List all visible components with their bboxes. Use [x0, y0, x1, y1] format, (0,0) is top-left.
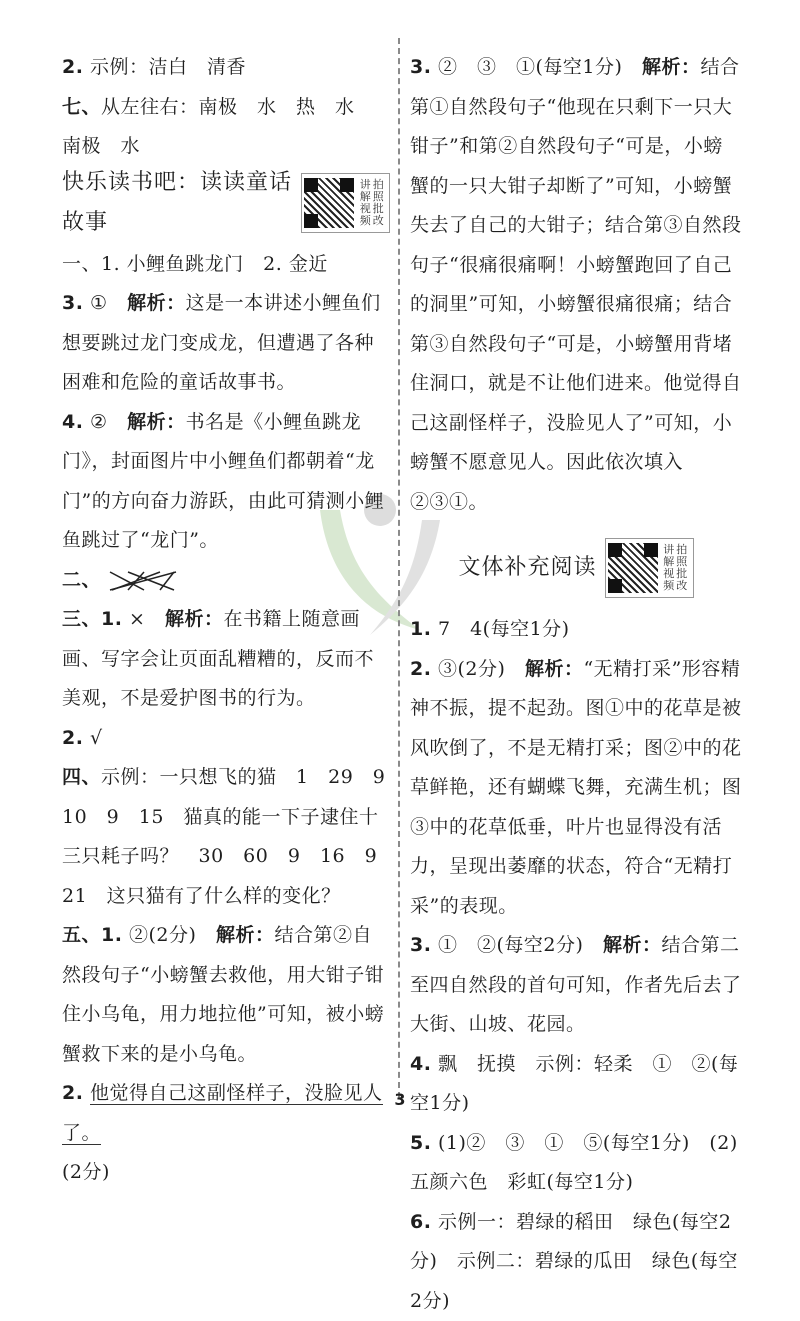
left-column	[62, 48, 390, 1193]
qr-code-icon[interactable]	[608, 543, 658, 593]
matching-lines-diagram	[108, 568, 178, 594]
qr-code-icon[interactable]	[304, 178, 354, 228]
answer-value: ×	[129, 608, 145, 630]
answer-text: 示例：一只想飞的猫 1 29 9 10 9 15 猫真的能一下子逮住十三只耗子吗？ 30 60 9 16 9 21 这只猫有了什么样的变化？	[62, 766, 405, 907]
section-title: 文体补充阅读	[458, 548, 596, 588]
underlined-sentence: 他觉得自己这副怪样子，没脸见人了。	[62, 1082, 383, 1145]
qr-code-box[interactable]	[605, 538, 694, 598]
analysis-text: 结合第二至四自然段的首句可知，作者先后去了大街、山坡、花园。	[410, 934, 742, 1035]
analysis-text: 结合第①自然段句子“他现在只剩下一只大钳子”和第②自然段句子“可是，小螃蟹的一只大钳子却断了”可知，小螃蟹失去了自己的大钳子；结合第③自然段句子“很痛很痛啊！小螃蟹跑回了自己的洞里”可知，小螃蟹很痛很痛；结合第③自然段句子“可是，小螃蟹用背堵住洞口，就是不让他们进来。他觉得自己这副怪样子，没脸见人了”可知，小螃蟹不愿意见人。因此依次填入②③①。	[410, 56, 742, 513]
answer-value: ②	[90, 411, 108, 433]
analysis-text: “无精打采”形容精神不振，提不起劲。图①中的花草是被风吹倒了，不是无精打采；图②中的花草鲜艳，还有蝴蝶飞舞，充满生机；图③中的花草低垂，叶片也显得没有活力，呈现出萎靡的状态，符合“无精打采”的表现。	[410, 658, 742, 917]
section-header-reading-club	[62, 171, 390, 235]
answer-value: ②(2分)	[129, 924, 196, 946]
answer-text: 飘 抚摸 示例：轻柔 ① ②(每空1分)	[410, 1053, 738, 1115]
section-header-supplementary	[410, 536, 742, 600]
analysis-tag: 解析：	[642, 56, 701, 78]
answer-line: 4. ② 解析：书名是《小鲤鱼跳龙门》，封面图片中小鲤鱼们都朝着“龙门”的方向奋力游跃，由此可猜测小鲤鱼跳过了“龙门”。	[62, 403, 390, 561]
answer-line: 5. (1)② ③ ① ⑤(每空1分) (2)五颜六色 彩虹(每空1分)	[410, 1124, 742, 1203]
answer-value: √	[90, 727, 103, 749]
analysis-tag: 解析：	[216, 924, 275, 946]
analysis-tag: 解析：	[127, 292, 186, 314]
analysis-text: 书名是《小鲤鱼跳龙门》，封面图片中小鲤鱼们都朝着“龙门”的方向奋力游跃，由此可猜测小鲤鱼跳过了“龙门”。	[62, 411, 384, 552]
answer-value: ② ③ ①(每空1分)	[438, 56, 622, 78]
answer-line: 五、1. ②(2分) 解析：结合第②自然段句子“小螃蟹去救他，用大钳子钳住小乌龟，用力地拉他”可知，被小螃蟹救下来的是小乌龟。	[62, 916, 390, 1074]
answer-text: 示例一：碧绿的稻田 绿色(每空2分) 示例二：碧绿的瓜田 绿色(每空2分)	[410, 1211, 738, 1312]
answer-line: 6. 示例一：碧绿的稻田 绿色(每空2分) 示例二：碧绿的瓜田 绿色(每空2分)	[410, 1203, 742, 1321]
analysis-tag: 解析：	[165, 608, 224, 630]
answer-value: ③(2分)	[438, 658, 505, 680]
section-title: 快乐读书吧：读读童话故事	[62, 163, 293, 242]
answer-line	[62, 245, 390, 285]
answer-value: ①	[90, 292, 108, 314]
answer-line	[62, 48, 390, 88]
answer-line: 3. ① ②(每空2分) 解析：结合第二至四自然段的首句可知，作者先后去了大街、山坡、花园。	[410, 926, 742, 1045]
analysis-text: 结合第②自然段句子“小螃蟹去救他，用大钳子钳住小乌龟，用力地拉他”可知，被小螃蟹救下来的是小乌龟。	[62, 924, 384, 1065]
answer-line: 四、示例：一只想飞的猫 1 29 9 10 9 15 猫真的能一下子逮住十三只耗子吗？ 30 60 9 16 9 21 这只猫有了什么样的变化？	[62, 758, 390, 916]
analysis-text: 在书籍上随意画画、写字会让页面乱糟糟的，反而不美观，不是爱护图书的行为。	[62, 608, 374, 709]
page-number: 3	[0, 1090, 800, 1109]
analysis-text: 这是一本讲述小鲤鱼们想要跳过龙门变成龙，但遭遇了各种困难和危险的童话故事书。	[62, 292, 381, 393]
answer-text: (1)② ③ ① ⑤(每空1分) (2)五颜六色 彩虹(每空1分)	[410, 1132, 738, 1194]
qr-label: 讲 拍 解 照 视 批 频 改	[357, 179, 387, 227]
answer-line: 二、	[62, 561, 390, 601]
right-column	[410, 48, 742, 1321]
score-note: (2分)	[62, 1161, 110, 1183]
answer-line: 三、1. × 解析：在书籍上随意画画、写字会让页面乱糟糟的，反而不美观，不是爱护图书的行为。	[62, 600, 390, 719]
answer-line: 2. √	[62, 719, 390, 759]
answer-line: 2. 他觉得自己这副怪样子，没脸见人了。 (2分)	[62, 1074, 390, 1193]
answer-text: 一、1. 小鲤鱼跳龙门 2. 金近	[62, 253, 328, 275]
answer-text: 7 4(每空1分)	[438, 618, 570, 640]
answer-line: 3. ① 解析：这是一本讲述小鲤鱼们想要跳过龙门变成龙，但遭遇了各种困难和危险的童话故事书。	[62, 284, 390, 403]
answer-text: 示例：洁白 清香	[90, 56, 246, 78]
answer-line: 4. 飘 抚摸 示例：轻柔 ① ②(每空1分)	[410, 1045, 742, 1124]
qr-label: 讲 拍 解 照 视 批 频 改	[661, 544, 691, 592]
analysis-tag: 解析：	[127, 411, 186, 433]
analysis-tag: 解析：	[525, 658, 584, 680]
qr-code-box[interactable]	[301, 173, 390, 233]
column-divider	[398, 38, 400, 1098]
answer-line: 1. 7 4(每空1分)	[410, 610, 742, 650]
answer-line: 2. ③(2分) 解析：“无精打采”形容精神不振，提不起劲。图①中的花草是被风吹倒了，不是无精打采；图②中的花草鲜艳，还有蝴蝶飞舞，充满生机；图③中的花草低垂，叶片也显得没有活力，呈现出萎靡的状态，符合“无精打采”的表现。	[410, 650, 742, 927]
answer-line	[62, 88, 390, 167]
item-number: 2.	[62, 56, 83, 78]
answer-text: 从左往右：南极 水 热 水 南极 水	[62, 96, 374, 158]
answer-value: ① ②(每空2分)	[438, 934, 583, 956]
analysis-tag: 解析：	[603, 934, 662, 956]
item-number: 七、	[62, 96, 101, 118]
answer-line: 3. ② ③ ①(每空1分) 解析：结合第①自然段句子“他现在只剩下一只大钳子”和第②自然段句子“可是，小螃蟹的一只大钳子却断了”可知，小螃蟹失去了自己的大钳子；结合第③自然段句子“很痛很痛啊！小螃蟹跑回了自己的洞里”可知，小螃蟹很痛很痛；结合第③自然段句子“可是，小螃蟹用背堵住洞口，就是不让他们进来。他觉得自己这副怪样子，没脸见人了”可知，小螃蟹不愿意见人。因此依次填入②③①。	[410, 48, 742, 522]
